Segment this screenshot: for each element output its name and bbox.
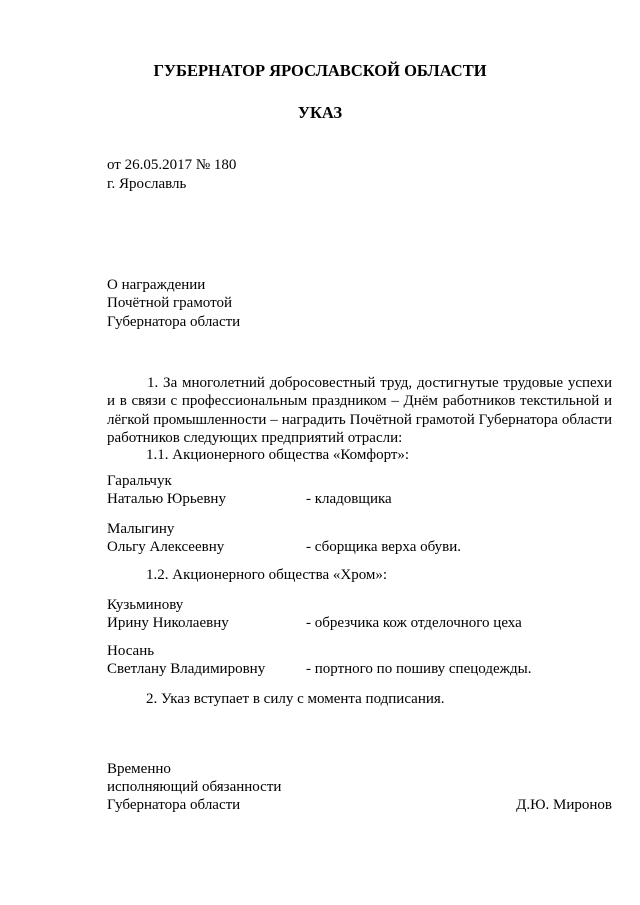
clause-1-2-heading: 1.2. Акционерного общества «Хром»: [146,567,388,583]
awardee-surname: Носань [107,643,155,659]
subject-line-3: Губернатора области [107,314,241,330]
awardee-role: - обрезчика кож отделочного цеха [306,615,522,631]
signature-title-line-2: исполняющий обязанности [107,779,282,795]
awardee-surname: Кузьминову [107,597,184,613]
awardee-role: - сборщика верха обуви. [306,539,462,555]
subject-line-2: Почётной грамотой [107,295,232,311]
awardee-role: - портного по пошиву спецодежды. [306,661,532,677]
signature-title-line-3: Губернатора области [107,797,241,813]
clause-1-paragraph: 1. За многолетний добросовестный труд, достигнутые трудовые успехи и в связи с профессиональным праздником – Днём работников текстильной и лёгкой промышленности – наградить Почётной грамотой Губернатора области работников следующих предприятий отрасли: [107,375,612,446]
clause-2-paragraph: 2. Указ вступает в силу с момента подписания. [146,691,445,707]
awardee-role: - кладовщика [306,491,392,507]
subject-line-1: О награждении [107,277,206,293]
clause-1-1-heading: 1.1. Акционерного общества «Комфорт»: [146,447,410,463]
awardee-surname: Малыгину [107,521,175,537]
signature-title-line-1: Временно [107,761,171,777]
awardee-name: Светлану Владимировну [107,661,266,677]
awardee-name: Ольгу Алексеевну [107,539,225,555]
date-and-number: от 26.05.2017 № 180 [107,157,237,173]
signer-name: Д.Ю. Миронов [516,797,612,813]
awardee-name: Наталью Юрьевну [107,491,226,507]
issuing-authority-title: ГУБЕРНАТОР ЯРОСЛАВСКОЙ ОБЛАСТИ [153,61,487,80]
awardee-surname: Гаральчук [107,473,172,489]
document-type-title: УКАЗ [297,103,343,122]
awardee-name: Ирину Николаевну [107,615,229,631]
place-of-issue: г. Ярославль [107,176,187,192]
